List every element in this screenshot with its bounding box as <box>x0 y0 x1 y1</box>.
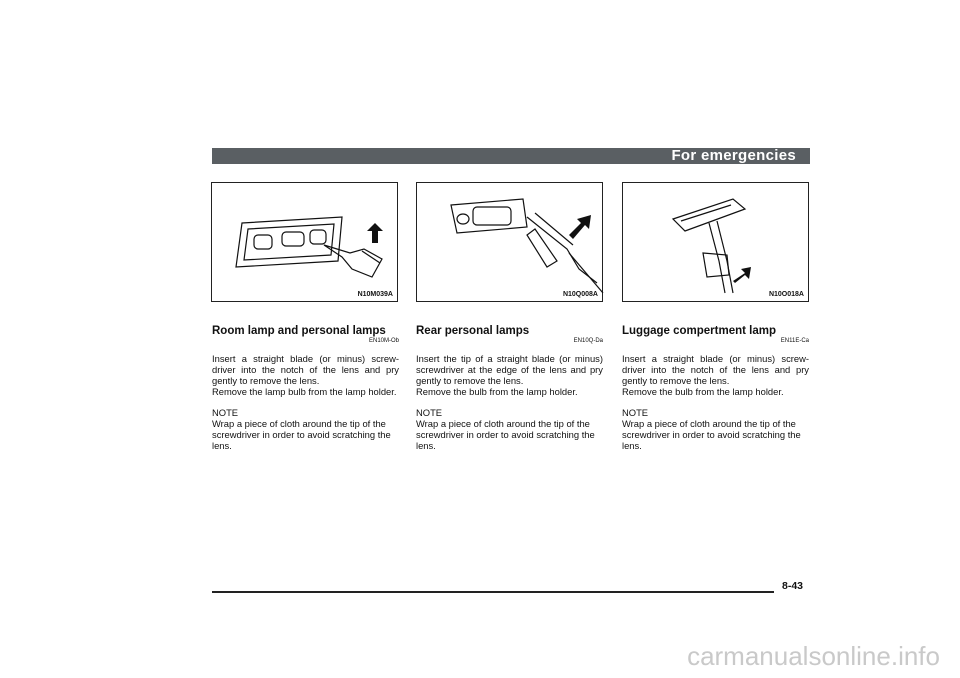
section-header-bar <box>212 148 810 164</box>
note-block <box>212 407 399 451</box>
instruction-text: Insert a straight blade (or minus) screw-driver into the notch of the lens and pry gently to remove the lens. <box>212 353 399 386</box>
instruction-text: Insert the tip of a straight blade (or minus) screwdriver at the edge of the lens and pry gently to remove the lens. <box>416 353 603 386</box>
figure-code: N10O018A <box>768 291 804 298</box>
note-label: NOTE <box>212 407 239 418</box>
section-code: EN11E-Ca <box>780 338 809 344</box>
section-room-lamp <box>212 325 399 451</box>
instruction-paragraph <box>416 353 603 397</box>
figure-code: N10M039A <box>357 291 393 298</box>
section-heading: Rear personal lamps <box>416 325 530 337</box>
note-text: Wrap a piece of cloth around the tip of the screwdriver in order to avoid scratching the lens. <box>212 418 391 451</box>
note-text: Wrap a piece of cloth around the tip of the screwdriver in order to avoid scratching the lens. <box>416 418 595 451</box>
instruction-paragraph <box>622 353 809 397</box>
section-code: EN10Q-Da <box>573 338 603 344</box>
section-title: For emergencies <box>671 147 796 164</box>
instruction-text: Insert a straight blade (or minus) screw-driver into the notch of the lens and pry gently to remove the lens. <box>622 353 809 386</box>
note-block <box>622 407 809 451</box>
note-block <box>416 407 603 451</box>
section-heading: Room lamp and personal lamps <box>212 325 386 337</box>
watermark: carmanualsonline.info <box>687 641 940 671</box>
section-heading: Luggage compertment lamp <box>622 325 776 337</box>
note-label: NOTE <box>622 407 649 418</box>
note-text: Wrap a piece of cloth around the tip of the screwdriver in order to avoid scratching the lens. <box>622 418 801 451</box>
figure-room-lamp <box>211 182 398 302</box>
page-number: 8-43 <box>782 580 804 592</box>
section-code: EN10M-Ob <box>368 338 399 344</box>
luggage-lamp-illustration <box>623 183 810 303</box>
figure-rear-personal-lamp <box>416 182 603 302</box>
instruction-text: Remove the bulb from the lamp holder. <box>622 386 784 397</box>
instruction-text: Remove the lamp bulb from the lamp holder. <box>212 386 397 397</box>
rear-lamp-illustration <box>417 183 604 303</box>
instruction-text: Remove the bulb from the lamp holder. <box>416 386 578 397</box>
room-lamp-illustration <box>212 183 399 303</box>
section-luggage-lamp <box>622 325 809 451</box>
instruction-paragraph <box>212 353 399 397</box>
footer-rule <box>212 591 774 593</box>
figure-luggage-lamp <box>622 182 809 302</box>
section-rear-personal-lamps <box>416 325 603 451</box>
note-label: NOTE <box>416 407 443 418</box>
figure-code: N10Q008A <box>562 291 598 298</box>
